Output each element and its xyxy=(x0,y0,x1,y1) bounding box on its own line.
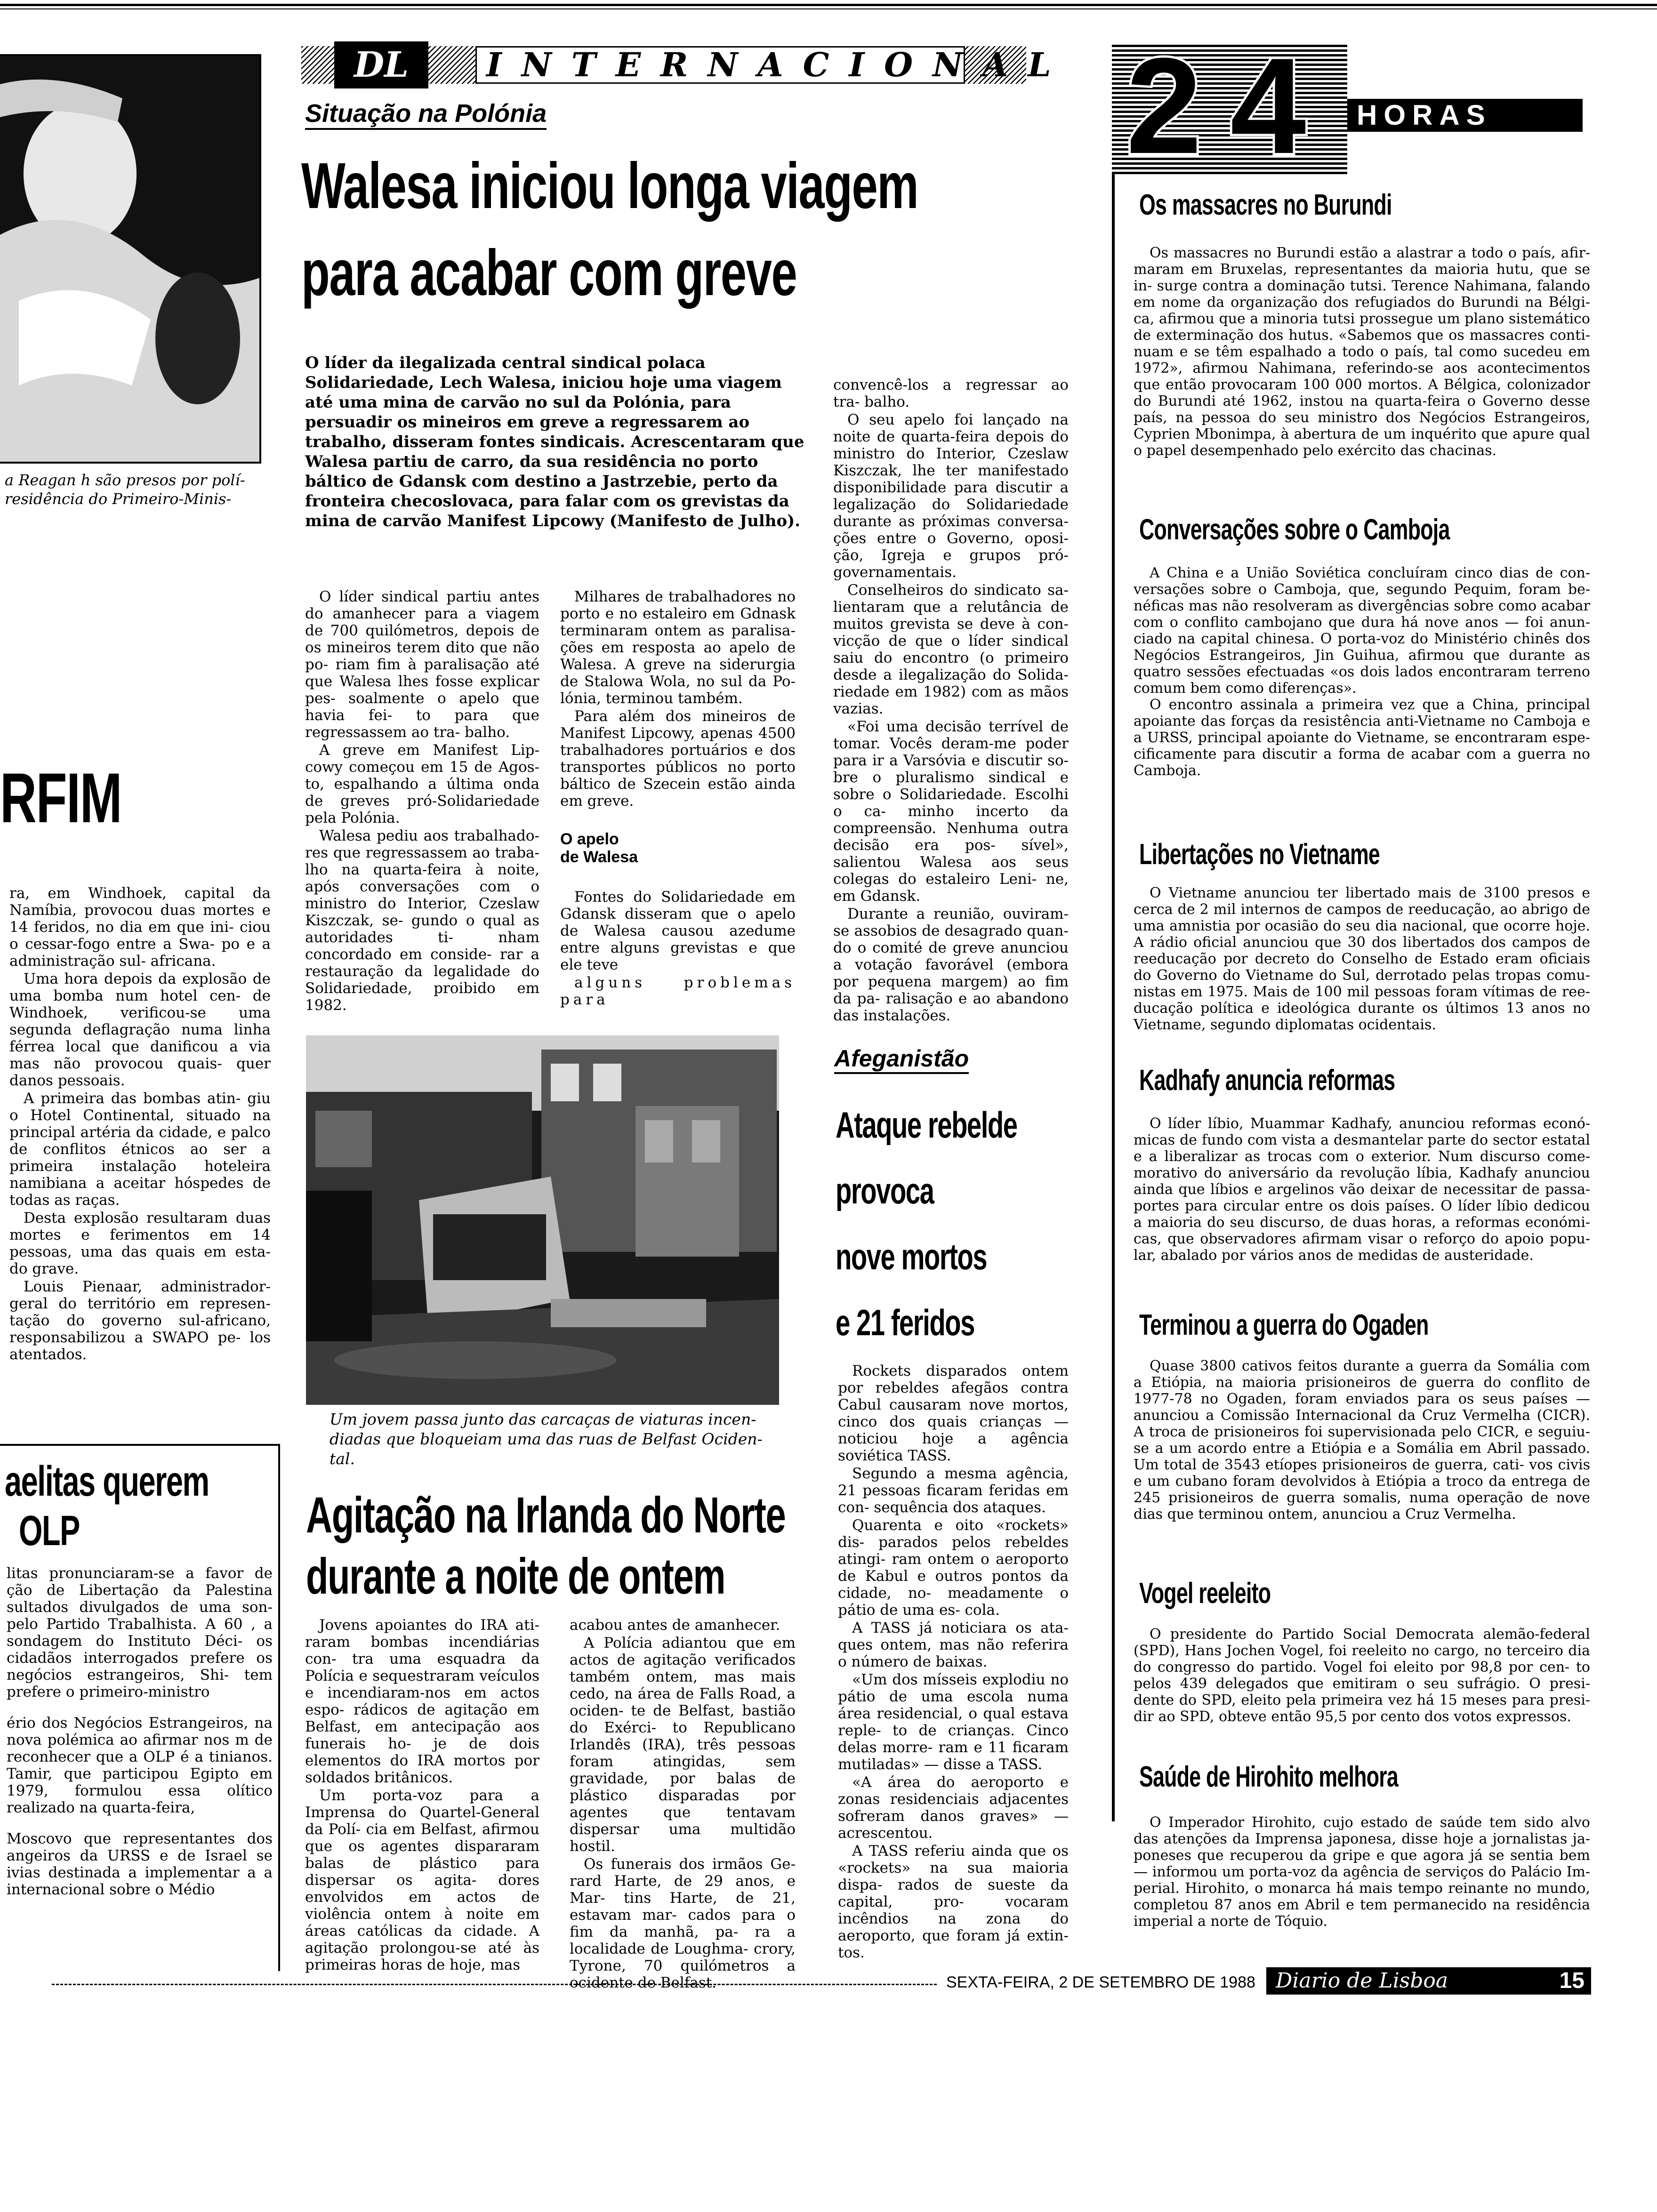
top-rule-thin xyxy=(0,8,1657,9)
irlanda-headline-2: durante a noite de ontem xyxy=(306,1547,725,1604)
olp-article: litas pronunciaram-se a favor de ção de Libertação da Palestina sultados divulgados de uma son- pelo Partido Trabalhista. A 60 , a sondagem do Instituto Déci- os cidadãos interrogados prefere os negócios estrangeiros, Shi- tem prefere o primeiro-ministro ério dos Negócios Estrangeiros, na nova polémica ao afirmar nos m de reconhecer que a OLP é a tinianos. Tamir, que participou Egipto em 1979, formulou essa olítico realizado na quarta-feira, Moscovo que representantes dos angeiros da URSS e de Israel se ivias destinada a implementar a a internacional sobre o Médio xyxy=(7,1565,273,1898)
dl-logo: DL xyxy=(354,45,409,85)
brief-body-camboja: A China e a União Soviética concluíram cinco dias de con- versações sobre o Camboja, que, segundo Pequim, foram be- néficas mas não resolveram as divergências sobre como acabar com o conflito cambojano que dura há nove anos — foi anun- ciado na capital chinesa. O porta-voz do Ministério chinês dos Negócios Estrangeiros, Jin Guihua, afirmou que durante as quatro sessões efectuadas «os dois lados encontraram terreno comum bem como diferenças». O encontro assinala a primeira vez que a China, principal apoiante das forças da resistência anti-Vietname no Camboja e a URSS, principal apoiante do Vietname, se encontraram espe- cificamente para discutir a forma de acabar com a guerra no Camboja. xyxy=(1134,565,1590,779)
horas-label: HORAS xyxy=(1357,99,1492,131)
polonia-headline-2: para acabar com greve xyxy=(301,237,797,309)
polonia-col-1: O líder sindical partiu antes do amanhecer para a viagem de 700 quilómetros, depois de os mineiros terem dito que não po- riam fim à paralisação até que Walesa lhes fosse explicar pes- soalmente o apelo que havia fei- to para que regressassem ao tra- balho. A greve em Manifest Lip- cowy começou em 15 de Agos- to, espalhando a última onda de greves pró-Solidariedade pela Polónia. Walesa pediu aos trabalhado- res que regressassem ao traba- lho na quarta-feira à noite, após conversações com o ministro do Interior, Czeslaw Kiszczak, se- gundo o qual as autoridades ti- nham concordado em conside- rar a restauração da legalidade do Solidariedade, proibido em 1982. xyxy=(305,588,539,1014)
top-rule xyxy=(0,4,1657,6)
brief-body-vogel: O presidente do Partido Social Democrata alemão-federal (SPD), Hans Jochen Vogel, foi reeleito no cargo, no terceiro dia do congresso do partido. Vogel foi eleito por 98,8 por cen- to pelos 439 delegados que emitiram o seu sufrágio. O presi- dente do SPD, eleito pela primeira vez há 15 meses para presi- dir ao SPD, obteve então 95,5 por cento dos votos expressos. xyxy=(1134,1626,1590,1725)
brief-title-kadhafy: Kadhafy anuncia reformas xyxy=(1139,1064,1395,1097)
afeganistao-kicker: Afeganistão xyxy=(834,1045,969,1074)
namibia-article: ra, em Windhoek, capital da Namíbia, provocou duas mortes e 14 feridos, no dia em que ini- ciou o cessar-fogo entre a Swa- po e a administração sul- africana. Uma hora depois da explosão de uma bomba num hotel cen- de Windhoek, verificou-se uma segunda deflagração numa linha férrea local que danificou a via mas não provocou quais- quer danos pessoais. A primeira das bombas atin- giu o Hotel Continental, situado na principal artéria da cidade, e palco de conflitos étnicos ao ser a primeira instalação hoteleira namibiana a aceitar hóspedes de todas as raças. Desta explosão resultaram duas mortes e ferimentos em 14 pessoas, uma das quais em esta- do grave. Louis Pienaar, administrador- geral do território em represen- tação do governo sul-africano, responsabilizou a SWAPO pe- los atentados. xyxy=(9,885,271,1363)
polonia-col-3: convencê-los a regressar ao tra- balho. O seu apelo foi lançado na noite de quarta-feira depois do ministro do Interior, Czeslaw Kiszczak, lhe ter manifestado disponibilidade para discutir a legalização do Solidariedade durante as próximas conversa- ções entre o Governo, oposi- ção, Igreja e grupos pró- governamentais. Conselheiros do sindicato sa- lientaram que a relutância de muitos grevista se deve à con- vicção de que o líder sindical saiu do encontro (o primeiro desde a ilegalização do Solida- riedade em 1982) com as mãos vazias. «Foi uma decisão terrível de tomar. Vocês deram-me poder para ir a Varsóvia e discutir so- bre o pluralismo sindical e sobre o Solidariedade. Escolhi o ca- minho incerto da compreensão. Nenhuma outra decisão era pos- sível», salientou Walesa aos seus colegas do estaleiro Leni- ne, em Gdansk. Durante a reunião, ouviram- se assobios de desagrado quan- do o comité de greve anunciou a votação favorável (embora por pequena margem) ao fim da pa- ralisação e ao abandono das instalações. xyxy=(833,377,1069,1024)
afeganistao-headline-3: nove mortos xyxy=(836,1236,987,1277)
footer-page-number: 15 xyxy=(1559,1968,1585,1993)
brief-body-kadhafy: O líder líbio, Muammar Kadhafy, anunciou reformas econó- micas de fundo com vista a desmantelar parte do sector estatal e a liberalizar as trocas com o exterior. Num discurso come- morativo do aniversário da revolução líbia, Kadhafy anunciou ainda que líbios e argelinos vão deixar de necessitar de passa- portes para circular entre os dois países. O líder líbio dedicou a maioria do seu discurso, de duas horas, a reformas económi- cas, que observadores afirmam visar o reforço do apoio popu- lar, abalado por vários anos de medidas de austeridade. xyxy=(1134,1115,1590,1264)
footer-paper-name: Diario de Lisboa xyxy=(1276,1969,1448,1993)
brief-title-camboja: Conversações sobre o Camboja xyxy=(1139,513,1450,546)
irlanda-headline-1: Agitação na Irlanda do Norte xyxy=(306,1486,786,1543)
section-label: INTERNACIONAL xyxy=(475,46,965,84)
irlanda-col-1: Jovens apoiantes do IRA ati- raram bombas incendiárias con- tra uma esquadra da Polícia e sequestraram veículos e incendiaram-nos em actos espo- rádicos de agitação em Belfast, em antecipação aos funerais ho- je de dois elementos do IRA mortos por soldados britânicos. Um porta-voz para a Imprensa do Quartel-General da Polí- cia em Belfast, afirmou que os agentes dispararam balas de plástico para dispersar os agita- dores envolvidos em actos de violência ontem à noite em áreas católicas da cidade. A agitação prolongou-se até às primeiras horas de hoje, mas xyxy=(305,1617,539,1973)
afeganistao-headline-4: e 21 feridos xyxy=(836,1302,974,1343)
brief-body-burundi: Os massacres no Burundi estão a alastrar a todo o país, afir- maram em Bruxelas, representantes da maioria hutu, que se in- surge contra a dominação tutsi. Terence Nahimana, falando em nome da organização dos refugiados do Burundi na Bélgi- ca, afirmou que a minoria tutsi prossegue um plano sistemático de exterminação dos hutus. «Sabemos que os massacres conti- nuam e se têm espalhado a todo o país, tal como sucedeu em 1972», afirmou Nahimana, referindo-se aos acontecimentos que então provocaram 100 000 mortos. A Bélgica, colonizador do Burundi até 1962, instou na quarta-feira o Governo desse país, na pessoa do seu ministro dos Negócios Estrangeiros, Cyprien Mbonimpa, à abertura de um inquérito que apure qual o papel desempenhado pelo exército das chacinas. xyxy=(1134,245,1590,459)
brief-title-ogaden: Terminou a guerra do Ogaden xyxy=(1139,1309,1429,1341)
polonia-lead: O líder da ilegalizada central sindical polaca Solidariedade, Lech Walesa, iniciou hoje uma viagem até uma mina de carvão no sul da Polónia, para persuadir os mineiros em greve a regressarem ao trabalho, disseram fontes sindicais. Acrescentaram que Walesa partiu de carro, da sua residência no porto báltico de Gdansk com destino a Jastrzebie, perto da fronteira checoslovaca, para falar com os grevistas da mina de carvão Manifest Lipcowy (Manifesto de Julho). xyxy=(305,353,804,530)
fim-headline: RFIM xyxy=(0,758,122,837)
right-banner xyxy=(1112,30,1587,182)
footer-masthead xyxy=(1266,1967,1591,1995)
footer-date: SEXTA-FEIRA, 2 DE SETEMBRO DE 1988 xyxy=(946,1973,1255,1991)
left-photo xyxy=(0,54,261,464)
brief-title-vietname: Libertações no Vietname xyxy=(1139,838,1380,871)
irlanda-col-2: acabou antes de amanhecer. A Polícia adiantou que em actos de agitação verificados também ontem, mas mais cedo, na área de Falls Road, a ociden- te de Belfast, bastião do Exérci- to Republicano Irlandês (IRA), três pessoas foram atingidas, sem gravidade, por balas de plástico disparadas por agentes que tentavam dispersar uma multidão hostil. Os funerais dos irmãos Ge- rard Harte, de 29 anos, e Mar- tins Harte, de 21, estavam mar- cados para o fim da manhã, pa- ra a localidade de Loughma- crory, Tyrone, 70 quilómetros a ocidente de Belfast. xyxy=(570,1617,796,1991)
left-photo-caption: a Reagan h são presos por polí- residência do Primeiro-Minis- xyxy=(5,471,245,508)
olp-headline-1: aelitas querem xyxy=(5,1458,209,1505)
polonia-col-2: Milhares de trabalhadores no porto e no estaleiro em Gdnask terminaram ontem as paralisa- ções em resposta ao apelo de Walesa. A greve na siderurgia de Stalowa Wola, no sul da Po- lónia, terminou também. Para além dos mineiros de Manifest Lipcowy, apenas 4500 trabalhadores portuários e dos transportes públicos no porto báltico de Szecein estão ainda em greve. O apelo de Walesa Fontes do Solidariedade em Gdansk disseram que o apelo de Walesa causou azedume entre alguns grevistas e que ele teve alguns problemas para xyxy=(560,588,796,1008)
24-number: 24 xyxy=(1126,30,1335,182)
afeganistao-headline-2: provoca xyxy=(836,1170,934,1211)
polonia-subhead: O apelo de Walesa xyxy=(560,830,638,866)
footer-dashed-rule xyxy=(52,1984,937,1985)
afeganistao-article: Rockets disparados ontem por rebeldes afegãos contra Cabul causaram nove mortos, cinco dos quais crianças — noticiou hoje a agência soviética TASS. Segundo a mesma agência, 21 pessoas ficaram feridas em con- sequência dos ataques. Quarenta e oito «rockets» dis- parados pelos rebeldes atingi- ram ontem o aeroporto de Kabul e outros pontos da cidade, no- meadamente o pátio de uma es- cola. A TASS já noticiara os ata- ques ontem, mas não referira o número de baixas. «Um dos mísseis explodiu no pátio de uma escola numa área residencial, o qual estava reple- to de crianças. Cinco delas morre- ram e 11 ficaram mutiladas» — disse a TASS. «A área do aeroporto e zonas residenciais adjacentes sofreram danos graves» — acrescentou. A TASS referiu ainda que os «rockets» na sua maioria dispa- rados de sueste da capital, pro- vocaram incêndios na zona do aeroporto, que foram já extin- tos. xyxy=(838,1362,1069,1961)
polonia-headline-1: Walesa iniciou longa viagem xyxy=(301,150,918,222)
brief-title-vogel: Vogel reeleito xyxy=(1139,1577,1271,1610)
brief-title-burundi: Os massacres no Burundi xyxy=(1139,189,1392,221)
section-banner xyxy=(301,41,1071,88)
brief-title-hirohito: Saúde de Hirohito melhora xyxy=(1139,1761,1399,1793)
belfast-photo-caption: Um jovem passa junto das carcaças de viaturas incen- diadas que bloqueiam uma das ruas de Belfast Ociden- tal. xyxy=(330,1410,763,1468)
right-column-rule xyxy=(1112,174,1115,1821)
belfast-photo xyxy=(306,1035,779,1405)
brief-body-hirohito: O Imperador Hirohito, cujo estado de saúde tem sido alvo das atenções da Imprensa japonesa, disse hoje a jornalistas ja- poneses que recuperou da gripe e que agora já se sentia bem — informou um porta-voz da agência de serviços do Palácio Im- perial. Hirohito, o monarca há mais tempo reinante no mundo, completou 87 anos em Abril e tem permanecido na residência imperial a norte de Tóquio. xyxy=(1134,1814,1590,1930)
brief-body-ogaden: Quase 3800 cativos feitos durante a guerra da Somália com a Etiópia, na maioria prisioneiros de guerra do conflito de 1977-78 no Ogaden, foram enviados para os seus países — anunciou a Comissão Internacional da Cruz Vermelha (CICR). A troca de prisioneiros foi supervisionada pelo CICR, e seguiu-se a um acordo entre a Etiópia e a Somália em Abril passado. Um total de 3543 etíopes prisioneiros de guerra, cati- vos civis e um cubano foram devolvidos à Etiópia a troco da entrega de 245 prisioneiros de guerra somalis, numa operação de nove dias que terminou ontem, anunciou a Cruz Vermelha. xyxy=(1134,1358,1590,1523)
afeganistao-headline-1: Ataque rebelde xyxy=(836,1104,1017,1146)
olp-headline-2: OLP xyxy=(19,1507,80,1555)
polonia-kicker: Situação na Polónia xyxy=(305,99,547,130)
brief-body-vietname: O Vietname anunciou ter libertado mais de 3100 presos e cerca de 2 mil internos de campos de reeducação, ao abrigo de uma amnistia por ocasião do seu dia nacional, que ocorre hoje. A rádio oficial anunciou que 30 dos libertados dos campos de reeducação por decreto do Conselho de Estado eram oficiais do Governo do Vietname do Sul, derrotado pelas tropas comu- nistas em 1975. Mais de 100 mil pessoas foram vítimas de ree- ducação política e ideológica durante os últimos 13 anos no Vietname, segundo diplomatas ocidentais. xyxy=(1134,885,1590,1033)
